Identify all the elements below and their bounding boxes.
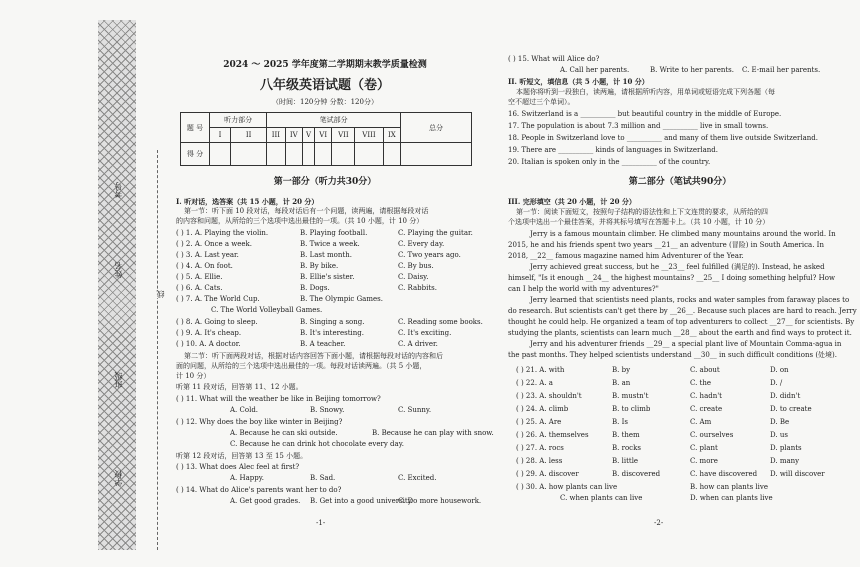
cut-line: [157, 150, 158, 550]
option: A. Because he can ski outside.: [230, 429, 338, 437]
option: ( ) 8. A. Going to sleep.: [176, 318, 258, 326]
score-cell[interactable]: [332, 143, 355, 166]
option: B. Because he can play with snow.: [372, 429, 494, 437]
fill-17: 17. The population is about 7.3 million and __________ live in small towns.: [508, 122, 769, 130]
option: C. Because he can drink hot chocolate every day.: [230, 440, 404, 448]
option: B. Write to her parents.: [650, 66, 734, 74]
option: B. The Olympic Games.: [300, 295, 383, 303]
option: D. Be: [770, 418, 790, 426]
option: C. Two years ago.: [398, 251, 461, 259]
instruction: 本题你将听到一段独白，读两遍，请根据所听内容，用单词或短语完成下列各题（每: [516, 88, 775, 96]
option: B. It's interesting.: [300, 329, 364, 337]
score-cell[interactable]: [401, 143, 472, 166]
option: B. Get into a good university.: [310, 497, 413, 505]
option: ( ) 5. A. Ellie.: [176, 273, 223, 281]
part2-title: 第二部分（笔试共90分）: [628, 177, 732, 187]
option: D. will discover: [770, 470, 825, 478]
num-cell: VI: [315, 128, 332, 143]
score-cell[interactable]: [230, 143, 266, 166]
passage-line: Jerry achieved great success, but he __23__ feel fulfilled (满足的). Instead, he asked: [530, 263, 825, 271]
name-label: 姓名: [114, 262, 123, 278]
option: B. Is: [612, 418, 628, 426]
num-cell: VII: [332, 128, 355, 143]
option: B. Snowy.: [310, 406, 345, 414]
num-cell: I: [210, 128, 231, 143]
page-number: -1-: [316, 519, 326, 527]
fill-16: 16. Switzerland is a __________ but beautiful country in the middle of Europe.: [508, 110, 782, 118]
option: D. plants: [770, 444, 802, 452]
option: ( ) 30. A. how plants can live: [516, 483, 618, 491]
question-11: ( ) 11. What will the weather be like in Beijing tomorrow?: [176, 395, 381, 403]
question-14: ( ) 14. What do Alice's parents want her to do?: [176, 486, 342, 494]
option: B. By bike.: [300, 262, 339, 270]
exam-no-label: 考号: [114, 182, 123, 198]
page-number: -2-: [654, 519, 664, 527]
option: B. A teacher.: [300, 340, 346, 348]
fill-18: 18. People in Switzerland love to __________ and many of them live outside Switzerland.: [508, 134, 818, 142]
score-cell[interactable]: [303, 143, 315, 166]
score-cell[interactable]: [315, 143, 332, 166]
option: A. Call her parents.: [560, 66, 630, 74]
option: C. Sunny.: [398, 406, 432, 414]
option: C. Do more housework.: [398, 497, 482, 505]
option: D. on: [770, 366, 789, 374]
passage-line: do research. But scientists can't get there by __26__. Because such places are hard to reach. Jerry: [508, 307, 857, 315]
dialogue-note: 听第 12 段对话，回答第 13 至 15 小题。: [176, 452, 308, 460]
option: C. By bus.: [398, 262, 434, 270]
option: B. to climb: [612, 405, 651, 413]
passage-line: the past months. They helped scientists understand __30__ in such difficult conditions (处境).: [508, 351, 838, 359]
question-12: ( ) 12. Why does the boy like winter in Beijing?: [176, 418, 343, 426]
option: ( ) 9. A. It's cheap.: [176, 329, 242, 337]
num-cell: IX: [383, 128, 400, 143]
option: ( ) 2. A. Once a week.: [176, 240, 252, 248]
option: A. Cold.: [230, 406, 259, 414]
option: ( ) 6. A. Cats.: [176, 284, 223, 292]
option: C. Am: [690, 418, 712, 426]
section2-title: II. 听短文，填信息（共 5 小题，计 10 分）: [508, 77, 649, 86]
time-info: （时间：120分钟 分数：120分）: [272, 98, 378, 106]
option: C. Excited.: [398, 474, 437, 482]
question-15: ( ) 15. What will Alice do?: [508, 55, 600, 63]
option: C. The World Volleyball Games.: [211, 306, 323, 314]
option: D. many: [770, 457, 800, 465]
option: B. how can plants live: [690, 483, 768, 491]
instruction: 计 10 分）: [176, 372, 211, 380]
option: C. hadn't: [690, 392, 722, 400]
row-label-number: 题 号: [181, 113, 210, 143]
option: ( ) 24. A. climb: [516, 405, 569, 413]
passage-line: thought he could help. He organized a team of top adventurers to collect __27__ for scientists. By: [508, 318, 855, 326]
option: C. Daisy.: [398, 273, 429, 281]
option: C. Every day.: [398, 240, 445, 248]
option: B. an: [612, 379, 631, 387]
option: ( ) 25. A. Are: [516, 418, 562, 426]
instruction: 第一节：阅读下面短文，按照句子结构的语法性和上下文连贯的要求，从所给的四: [516, 208, 768, 216]
option: D. to create: [770, 405, 812, 413]
dialogue-note: 听第 11 段对话，回答第 11、12 小题。: [176, 383, 303, 391]
score-cell[interactable]: [355, 143, 383, 166]
instruction: 的内容和问题，从所给的三个选项中选出最佳的一项。（共 10 小题，计 10 分）: [176, 217, 424, 225]
passage-line: 2018, __22__ famous magazine named him Adventurer of the Year.: [508, 252, 744, 260]
option: B. Sad.: [310, 474, 336, 482]
passage-line: can I help the world with my adventures?": [508, 285, 659, 293]
option: ( ) 21. A. with: [516, 366, 565, 374]
option: B. Playing football.: [300, 229, 368, 237]
option: C. E-mail her parents.: [742, 66, 821, 74]
option: ( ) 22. A. a: [516, 379, 553, 387]
instruction: 空不超过三个单词）。: [508, 98, 575, 106]
option: B. rocks: [612, 444, 641, 452]
option: D. when can plants live: [690, 494, 773, 502]
num-cell: II: [230, 128, 266, 143]
passage-line: Jerry learned that scientists need plants, rocks and water samples from faraway places to: [530, 296, 850, 304]
section3-title: III. 完形填空（共 20 小题，计 20 分）: [508, 197, 636, 206]
instruction: 面的问题，从所给的三个选项中选出最佳的一项。每段对话读两遍。（共 5 小题，: [176, 362, 427, 370]
option: B. little: [612, 457, 639, 465]
option: ( ) 29. A. discover: [516, 470, 579, 478]
option: C. A driver.: [398, 340, 438, 348]
option: B. Singing a song.: [300, 318, 365, 326]
line-mark: 线: [156, 290, 165, 298]
option: C. ourselves: [690, 431, 734, 439]
score-cell[interactable]: [285, 143, 302, 166]
option: ( ) 23. A. shouldn't: [516, 392, 582, 400]
written-header: 笔试部分: [267, 113, 401, 128]
passage-line: himself, "Is it enough __24__ the highest mountains? __25__ I doing something helpful? How: [508, 274, 835, 282]
option: D. didn't: [770, 392, 801, 400]
option: C. when plants can live: [560, 494, 643, 502]
option: D. us: [770, 431, 788, 439]
fill-20: 20. Italian is spoken only in the __________ of the country.: [508, 158, 711, 166]
total-header: 总分: [401, 113, 472, 143]
instruction: 第二节：听下面两段对话，根据对话内容回答下面小题，请根据每段对话的内容和后: [184, 352, 443, 360]
score-cell[interactable]: [210, 143, 231, 166]
score-cell[interactable]: [267, 143, 285, 166]
num-cell: IV: [285, 128, 302, 143]
passage-line: Jerry is a famous mountain climber. He climbed many mountains around the world. In: [530, 230, 836, 238]
num-cell: III: [267, 128, 285, 143]
fill-19: 19. There are __________ kinds of languages in Switzerland.: [508, 146, 718, 154]
instruction: 第一节：听下面 10 段对话，每段对话后有一个问题，读两遍，请根据每段对话: [184, 207, 429, 215]
option: ( ) 26. A. themselves: [516, 431, 589, 439]
row-label-score: 得 分: [181, 143, 210, 166]
option: ( ) 1. A. Playing the violin.: [176, 229, 269, 237]
option: B. Dogs.: [300, 284, 330, 292]
passage-line: Jerry and his adventurer friends __29__ a special plant live of Mountain Comma-agua in: [530, 340, 842, 348]
option: B. discovered: [612, 470, 661, 478]
option: C. Reading some books.: [398, 318, 483, 326]
option: ( ) 7. A. The World Cup.: [176, 295, 260, 303]
passage-line: 2015, he and his friends spent two years __21__ an adventure (冒险) in South America. In: [508, 241, 824, 249]
option: B. Twice a week.: [300, 240, 360, 248]
option: ( ) 27. A. rocs: [516, 444, 564, 452]
option: C. create: [690, 405, 723, 413]
option: C. Playing the guitar.: [398, 229, 473, 237]
score-table: [180, 112, 472, 166]
option: B. Ellie's sister.: [300, 273, 355, 281]
option: C. Rabbits.: [398, 284, 437, 292]
option: ( ) 10. A. A doctor.: [176, 340, 241, 348]
option: B. them: [612, 431, 640, 439]
option: ( ) 4. A. On foot.: [176, 262, 233, 270]
option: B. mustn't: [612, 392, 649, 400]
num-cell: VIII: [355, 128, 383, 143]
exam-subtitle: 八年级英语试题（卷）: [259, 78, 390, 93]
passage-line: studying the plants, scientists can learn much __28__ about the earth and find ways to protect it.: [508, 329, 852, 337]
option: A. Happy.: [230, 474, 264, 482]
listening-header: 听力部分: [210, 113, 267, 128]
question-13: ( ) 13. What does Alec feel at first?: [176, 463, 300, 471]
exam-title: 2024 ～ 2025 学年度第二学期期末教学质量检测: [223, 60, 427, 70]
option: C. the: [690, 379, 712, 387]
instruction: 个选项中选出一个最佳答案，并将其标号填写在答题卡上。（共 10 小题，计 10 分）: [508, 218, 770, 226]
option: C. more: [690, 457, 718, 465]
part1-title: 第一部分（听力共30分）: [273, 177, 377, 187]
option: C. have discovered: [690, 470, 758, 478]
option: B. by: [612, 366, 631, 374]
option: C. plant: [690, 444, 718, 452]
option: A. Get good grades.: [230, 497, 301, 505]
score-cell[interactable]: [383, 143, 400, 166]
option: ( ) 28. A. less: [516, 457, 563, 465]
option: C. about: [690, 366, 720, 374]
option: ( ) 3. A. Last year.: [176, 251, 239, 259]
class-label: 班级: [114, 372, 123, 388]
option: D. /: [770, 379, 783, 387]
num-cell: V: [303, 128, 315, 143]
section1-title: I. 听对话，选答案（共 15 小题，计 20 分）: [176, 197, 319, 206]
option: C. It's exciting.: [398, 329, 452, 337]
option: B. Last month.: [300, 251, 352, 259]
school-label: 学校: [114, 470, 123, 486]
